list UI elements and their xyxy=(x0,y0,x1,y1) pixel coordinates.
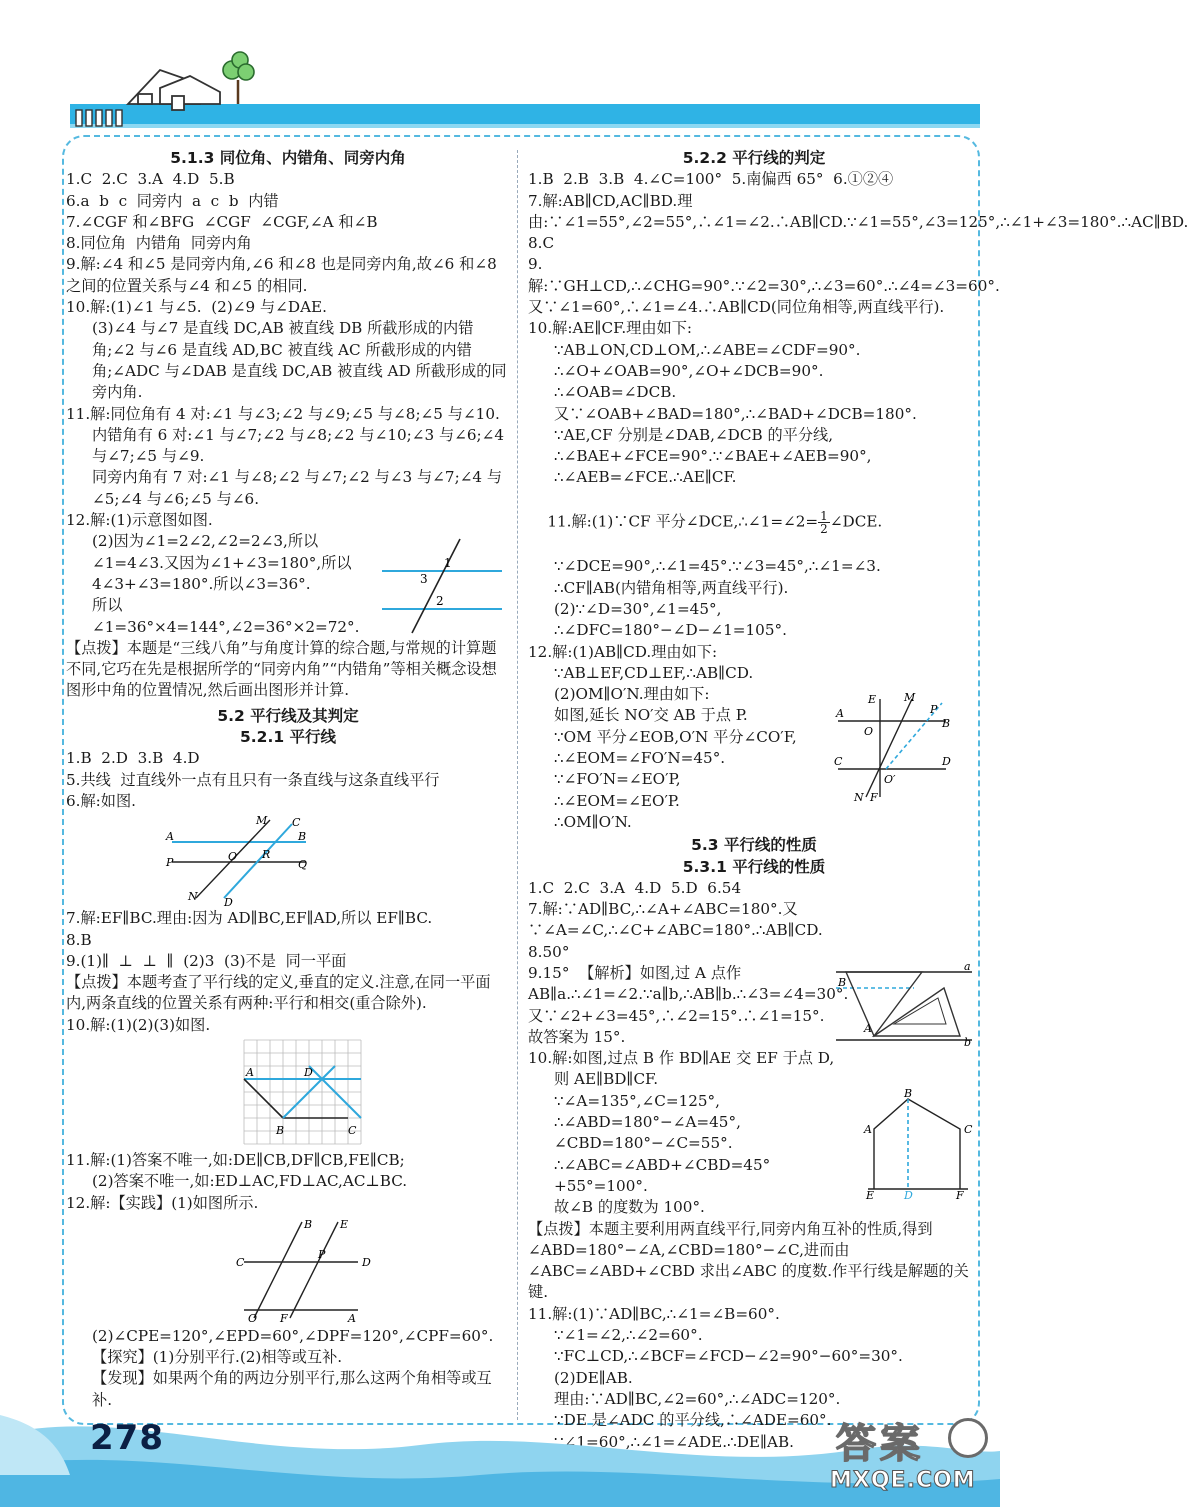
fig-label: F xyxy=(870,791,878,805)
answer-line: ∴OM∥O′N. xyxy=(554,812,632,831)
fig-label: N xyxy=(854,791,864,805)
watermark-logo xyxy=(830,1412,990,1502)
answer-line: ∵FC⊥CD,∴∠BCF=∠FCD−∠2=90°−60°=30°. xyxy=(554,1347,903,1366)
fig-label: E xyxy=(340,1217,349,1231)
answer-line: 7.解:EF∥BC.理由:因为 AD∥BC,EF∥AD,所以 EF∥BC. xyxy=(66,909,433,928)
answer-line: ∵DE 是∠ADC 的平分线,∴∠ADE=60°. xyxy=(554,1411,832,1430)
tip-note: 【点拨】本题主要利用两直线平行,同旁内角互补的性质,得到∠ABD=180°−∠A,∠CBD=180°−∠C,进而由∠ABC=∠ABD+∠CBD 求出∠ABC 的度数.作平行线是解题的关键. xyxy=(528,1219,969,1302)
fig-label: P xyxy=(930,703,938,717)
fig-label: B xyxy=(304,1217,313,1231)
fig-label: Q xyxy=(298,858,308,872)
figure-set-square xyxy=(834,959,974,1049)
answer-line: 8.同位角 内错角 同旁内角 xyxy=(66,234,252,253)
fig-label: F xyxy=(956,1189,964,1202)
answer-line: 11.解:(1)答案不唯一,如:DE∥CB,DF∥CB,FE∥CB; xyxy=(66,1150,405,1169)
answer-line: ∵AB⊥EF,CD⊥EF,∴AB∥CD. xyxy=(554,663,754,682)
answer-line: 9.解:∵GH⊥CD,∴∠CHG=90°.∵∠2=30°,∴∠3=60°.∴∠4=∠3=60°.又∵∠1=60°,∴∠1=∠4.∴AB∥CD(同位角相等,两直线平行). xyxy=(528,255,1000,317)
answer-line: 内错角有 6 对:∠1 与∠7;∠2 与∠8;∠2 与∠10;∠3 与∠6;∠4 与∠7;∠5 与∠9. xyxy=(92,425,509,466)
answer-line: (3)∠4 与∠7 是直线 DC,AB 被直线 DB 所截形成的内错角;∠2 与∠6 是直线 AD,BC 被直线 AC 所截形成的内错角;∠ADC 与∠DAB 是直线 DC,AB 被直线 AD 所截形成的同旁内角. xyxy=(92,319,507,402)
fig-label: P xyxy=(318,1247,326,1261)
fig-label: D xyxy=(362,1255,371,1269)
q12-block xyxy=(528,663,980,833)
section-heading-5-2-1: 5.2.1 平行线 xyxy=(239,728,337,747)
section-heading-5-3-1: 5.3.1 平行线的性质 xyxy=(682,857,826,876)
answer-line: 9.解:∠4 和∠5 是同旁内角,∠6 和∠8 也是同旁内角,故∠6 和∠8 之间的位置关系与∠4 和∠5 的相同. xyxy=(66,255,502,295)
answer-line: (2)∠CPE=120°,∠EPD=60°,∠DPF=120°,∠CPF=60°. xyxy=(92,1326,494,1345)
answer-line: ∴∠DFC=180°−∠D−∠1=105°. xyxy=(554,621,787,640)
answer-line: 10.解:(1)(2)(3)如图. xyxy=(66,1015,211,1034)
fig-label: E xyxy=(868,693,877,707)
watermark-circle-icon xyxy=(948,1418,988,1458)
fig-label: B xyxy=(276,1123,285,1137)
fraction-numerator: 1 xyxy=(820,509,828,524)
figure-bisectors xyxy=(834,693,954,803)
answer-line: 同旁内角有 7 对:∠1 与∠8;∠2 与∠7;∠2 与∠3 与∠7;∠4 与∠5;∠4 与∠6;∠5 与∠6. xyxy=(92,468,503,508)
answer-line: 6.a b c 同旁内 a c b 内错 xyxy=(66,191,279,210)
answer-line: 5.共线 过直线外一点有且只有一条直线与这条直线平行 xyxy=(66,770,440,789)
answer-line: ∵AB⊥ON,CD⊥OM,∴∠ABE=∠CDF=90°. xyxy=(554,340,861,359)
tree-icon xyxy=(223,52,254,104)
answer-line: 11.解:同位角有 4 对:∠1 与∠3;∠2 与∠9;∠5 与∠8;∠5 与∠10. xyxy=(66,404,500,423)
answer-text: ∠DCE. xyxy=(829,512,883,531)
answer-line: ∵∠FO′N=∠EO′P, xyxy=(554,770,681,789)
fig-label: P xyxy=(166,856,174,870)
answer-line: 10.解:(1)∠1 与∠5. (2)∠9 与∠DAE. xyxy=(66,298,327,317)
answer-line: ∴∠BAE+∠FCE=90°.∵∠BAE+∠AEB=90°, xyxy=(554,447,872,466)
figure-parallel-lines xyxy=(166,814,316,910)
answer-line: ∵∠DCE=90°,∴∠1=45°.∵∠3=45°,∴∠1=∠3. xyxy=(554,557,881,576)
answer-line: 【发现】如果两个角的两边分别平行,那么这两个角相等或互补. xyxy=(92,1369,492,1409)
fig-label: C xyxy=(834,755,843,769)
answer-line: 6.解:如图. xyxy=(66,791,136,810)
section-heading-5-1-3: 5.1.3 同位角、内错角、同旁内角 xyxy=(170,149,406,167)
tip-note: 【点拨】本题是“三线八角”与角度计算的综合题,与常规的计算题不同,它巧在先是根据所学的“同旁内角”“内错角”等相关概念设想图形中角的位置情况,然后画出图形并计算. xyxy=(66,638,497,700)
answer-line: (2)因为∠1=2∠2,∠2=2∠3,所以∠1=4∠3.又因为∠1+∠3=180°,所以 4∠3+∠3=180°.所以∠3=36°. xyxy=(92,532,357,593)
figure-angles xyxy=(382,535,502,635)
answer-line: 理由:∵AD∥BC,∠2=60°,∴∠ADC=120°. xyxy=(554,1389,841,1408)
fig-label: D xyxy=(942,755,951,769)
fig-label: B xyxy=(838,975,847,989)
fig-label: 3 xyxy=(420,571,428,586)
q12-block xyxy=(66,531,510,637)
answer-line: ∵∠A=135°,∠C=125°, xyxy=(554,1091,720,1110)
fig-label: A xyxy=(864,1123,872,1136)
answer-line: ∴∠EOM=∠FO′N=45°. xyxy=(554,749,726,768)
answer-line: (2)答案不唯一,如:ED⊥AC,FD⊥AC,AC⊥BC. xyxy=(92,1172,408,1191)
section-heading-5-2: 5.2 平行线及其判定 xyxy=(217,706,359,725)
answer-line xyxy=(528,489,980,557)
fig-label: D xyxy=(304,1065,313,1079)
fig-label: D xyxy=(224,896,233,910)
q10-block xyxy=(528,1069,980,1218)
section-heading-5-3: 5.3 平行线的性质 xyxy=(691,836,817,855)
answer-line: 8.B xyxy=(66,930,92,949)
fig-label: O xyxy=(864,725,874,739)
fig-label: C xyxy=(348,1123,357,1137)
answer-line: 8.C xyxy=(528,234,555,253)
answer-line: ∠CBD=180°−∠C=55°. xyxy=(554,1134,733,1153)
left-column xyxy=(66,148,510,1411)
answer-line: 1.B 2.B 3.B 4.∠C=100° 5.南偏西 65° 6.①②④ xyxy=(528,170,894,189)
q9-block xyxy=(528,959,980,1049)
answer-line: 10.解:AE∥CF.理由如下: xyxy=(528,319,693,338)
answer-line: (2)DE∥AB. xyxy=(554,1368,633,1387)
fraction-half xyxy=(818,510,830,535)
answer-line: 则 AE∥BD∥CF. xyxy=(554,1070,659,1089)
answer-line: 1.C 2.C 3.A 4.D 5.B xyxy=(66,170,235,189)
fig-label: O xyxy=(228,850,238,864)
answer-line: ∴∠AEB=∠FCE.∴AE∥CF. xyxy=(554,468,737,487)
house-icon xyxy=(128,70,220,110)
figure-pentagon xyxy=(864,1087,974,1202)
fig-label: M xyxy=(904,691,916,705)
fig-label: 1 xyxy=(444,555,452,570)
fig-label: C xyxy=(236,1255,245,1269)
fig-label: A xyxy=(166,830,174,844)
column-divider xyxy=(517,150,518,1420)
fig-label: C xyxy=(292,816,301,830)
answer-line: 8.50° xyxy=(528,942,570,961)
answer-line: (2)OM∥O′N.理由如下: xyxy=(554,685,710,704)
fig-label: A xyxy=(836,707,844,721)
answer-line: 1.B 2.D 3.B 4.D xyxy=(66,749,200,768)
answer-line: 12.解:【实践】(1)如图所示. xyxy=(66,1193,259,1212)
fig-label: A xyxy=(864,1021,872,1035)
fig-label: A xyxy=(348,1311,356,1325)
fig-label: C xyxy=(964,1123,973,1136)
fig-label: M xyxy=(256,814,268,828)
answer-text: 11.解:(1)∵CF 平分∠DCE,∴∠1=∠2= xyxy=(547,512,819,531)
watermark-text: 答案 xyxy=(836,1421,924,1467)
answer-line: 7.解:∵AD∥BC,∴∠A+∠ABC=180°.又∵∠A=∠C,∴∠C+∠ABC=180°.∴AB∥CD. xyxy=(528,900,823,940)
answer-line: (2)∵∠D=30°,∠1=45°, xyxy=(554,599,722,618)
fig-label: A xyxy=(246,1065,254,1079)
fig-label: b xyxy=(964,1035,972,1049)
fig-label: B xyxy=(942,717,951,731)
answer-line: ∴∠EOM=∠EO′P. xyxy=(554,791,680,810)
answer-line: ∴CF∥AB(内错角相等,两直线平行). xyxy=(554,578,789,597)
fig-label: F xyxy=(280,1311,288,1325)
answer-line: ∴∠ABD=180°−∠A=45°, xyxy=(554,1113,741,1132)
answer-line: 【探究】(1)分别平行.(2)相等或互补. xyxy=(92,1348,343,1367)
answer-line: 11.解:(1)∵AD∥BC,∴∠1=∠B=60°. xyxy=(528,1304,780,1323)
answer-line: 又∵∠OAB+∠BAD=180°,∴∠BAD+∠DCB=180°. xyxy=(554,404,917,423)
answer-line: ∵OM 平分∠EOB,O′N 平分∠CO′F, xyxy=(554,727,797,746)
answer-line: ∴∠O+∠OAB=90°,∠O+∠DCB=90°. xyxy=(554,361,824,380)
tip-note: 【点拨】本题考查了平行线的定义,垂直的定义.注意,在同一平面内,两条直线的位置关系有两种:平行和相交(重合除外). xyxy=(66,973,491,1013)
fig-label: R xyxy=(262,848,271,862)
answer-line: ∴∠OAB=∠DCB. xyxy=(554,383,677,402)
answer-line: 10.解:如图,过点 B 作 BD∥AE 交 EF 于点 D, xyxy=(528,1049,835,1068)
answer-line: ∵∠1=60°,∴∠1=∠ADE.∴DE∥AB. xyxy=(554,1432,794,1451)
answer-line: 如图,延长 NO′交 AB 于点 P. xyxy=(554,706,748,725)
fig-label: E xyxy=(866,1189,875,1202)
fig-label: D xyxy=(904,1189,913,1202)
answer-line: 故∠B 的度数为 100°. xyxy=(554,1198,705,1217)
answer-line: 7.∠CGF 和∠BFG ∠CGF ∠CGF,∠A 和∠B xyxy=(66,212,378,231)
fig-label: B xyxy=(298,830,307,844)
answer-line: 9.(1)∥ ⊥ ⊥ ∥ (2)3 (3)不是 同一平面 xyxy=(66,951,347,970)
fig-label: N xyxy=(188,890,198,904)
answer-line: 所以∠1=36°×4=144°,∠2=36°×2=72°. xyxy=(92,596,360,636)
answer-line: ∵AE,CF 分别是∠DAB,∠DCB 的平分线, xyxy=(554,425,834,444)
fig-label: 2 xyxy=(436,593,444,608)
fig-label: O′ xyxy=(884,773,896,787)
answer-line: 9.15° 【解析】如图,过 A 点作 AB∥a.∴∠1=∠2.∵a∥b,∴AB∥b.∴∠3=∠4=30°.又∵∠2+∠3=45°,∴∠2=15°.∴∠1=15°.故答案为 15°. xyxy=(528,963,849,1046)
fig-label: a xyxy=(964,959,971,973)
figure-transversals xyxy=(236,1216,376,1324)
answer-line: ∴∠ABC=∠ABD+∠CBD=45°+55°=100°. xyxy=(554,1155,771,1195)
answer-line: 12.解:(1)示意图如图. xyxy=(66,511,213,530)
fig-label: O xyxy=(248,1311,258,1325)
page-number: 278 xyxy=(90,1418,164,1458)
section-heading-5-2-2: 5.2.2 平行线的判定 xyxy=(682,149,826,167)
header-decoration xyxy=(0,0,1000,140)
answer-line: 7.解:AB∥CD,AC∥BD.理由:∵∠1=55°,∠2=55°,∴∠1=∠2.∴AB∥CD.∵∠1=55°,∠3=125°,∴∠1+∠3=180°.∴AC∥BD. xyxy=(528,191,1188,231)
right-column xyxy=(528,148,1188,1453)
figure-grid xyxy=(242,1038,366,1148)
answer-line: ∵∠1=∠2,∴∠2=60°. xyxy=(554,1326,703,1345)
answer-line: 1.C 2.C 3.A 4.D 5.D 6.54 xyxy=(528,878,742,897)
watermark-url: MXQE.COM xyxy=(830,1468,976,1493)
fig-label: B xyxy=(904,1087,913,1100)
fraction-denominator: 2 xyxy=(820,522,828,537)
answer-line: 12.解:(1)AB∥CD.理由如下: xyxy=(528,642,718,661)
